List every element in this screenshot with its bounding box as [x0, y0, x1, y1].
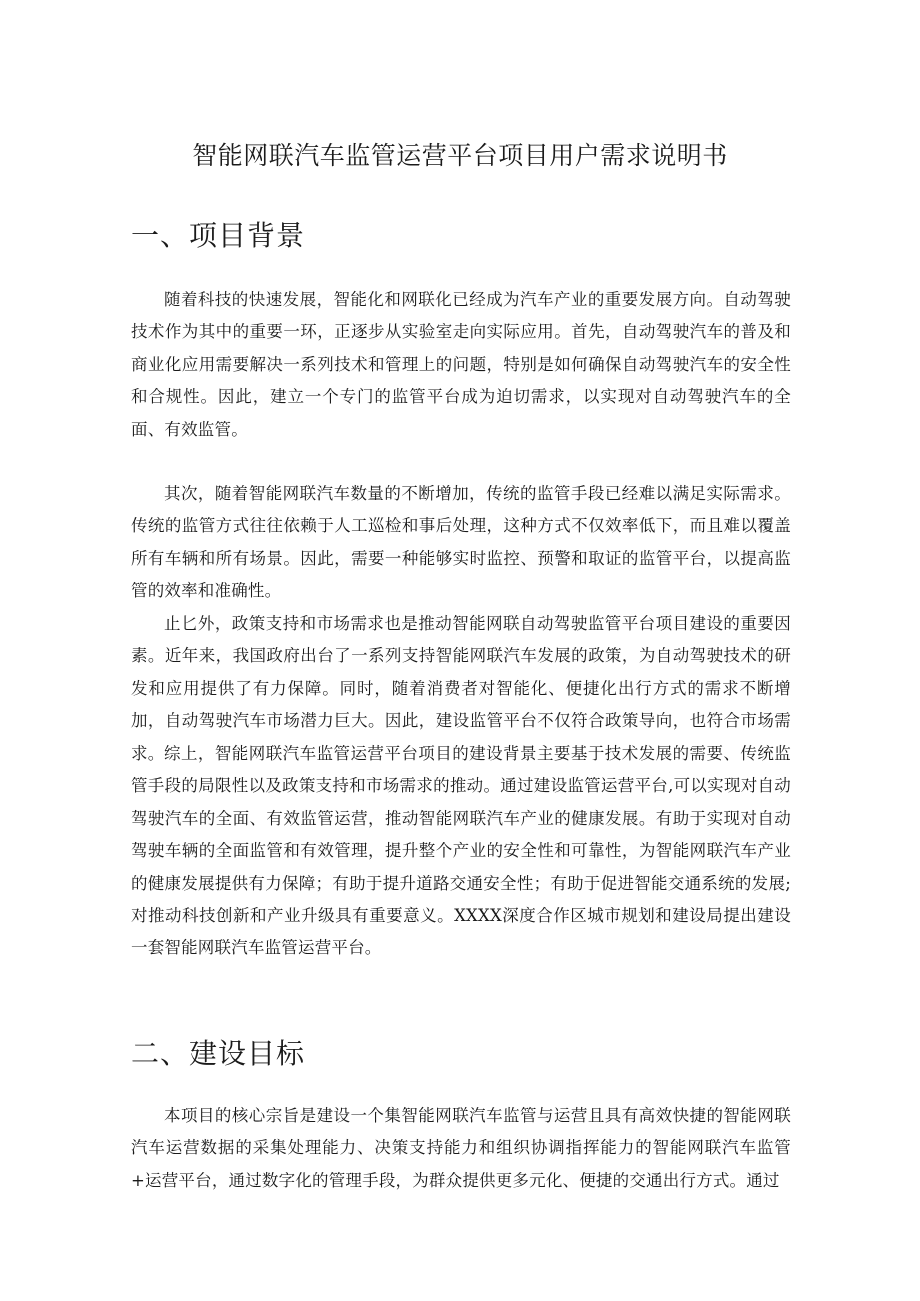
paragraph-background-1: 随着科技的快速发展，智能化和网联化已经成为汽车产业的重要发展方向。自动驾驶技术作为其中的重要一环，正逐步从实验室走向实际应用。首先，自动驾驶汽车的普及和商业化应用需要解决一系列技术和管理上的问题，特别是如何确保自动驾驶汽车的安全性和合规性。因此，建立一个专门的监管平台成为迫切需求，以实现对自动驾驶汽车的全面、有效监管。: [131, 290, 791, 439]
document-title: 智能网联汽车监管运营平台项目用户需求说明书: [192, 141, 728, 170]
paragraph-background-2: 其次，随着智能网联汽车数量的不断增加，传统的监管手段已经难以满足实际需求。传统的监管方式往往依赖于人工巡检和事后处理，这种方式不仅效率低下，而且难以覆盖所有车辆和所有场景。因此，需要一种能够实时监控、预警和取证的监管平台，以提高监管的效率和准确性。: [131, 484, 791, 601]
section-heading-goals: 二、建设目标: [131, 1037, 306, 1070]
section-heading-background: 一、项目背景: [131, 219, 306, 252]
paragraph-background-3: 止匕外，政策支持和市场需求也是推动智能网联自动驾驶监管平台项目建设的重要因素。近年来，我国政府出台了一系列支持智能网联汽车发展的政策，为自动驾驶技术的研发和应用提供了有力保障。同时，随着消费者对智能化、便捷化出行方式的需求不断增加，自动驾驶汽车市场潜力巨大。因此，建设监管平台不仅符合政策导向，也符合市场需求。: [131, 614, 791, 763]
paragraph-background-4: 综上，智能网联汽车监管运营平台项目的建设背景主要基于技术发展的需要、传统监管手段的局限性以及政策支持和市场需求的推动。通过建设监管运营平台,可以实现对自动驾驶汽车的全面、有效监管运营，推动智能网联汽车产业的健康发展。有助于实现对自动驾驶车辆的全面监管和有效管理，提升整个产业的安全性和可靠性，为智能网联汽车产业的健康发展提供有力保障；有助于提升道路交通安全性；有助于促进智能交通系统的发展;对推动科技创新和产业升级具有重要意义。XXXX深度合作区城市规划和建设局提出建设一套智能网联汽车监管运营平台。: [131, 744, 791, 958]
paragraph-goals-1: 本项目的核心宗旨是建设一个集智能网联汽车监管与运营且具有高效快捷的智能网联汽车运营数据的采集处理能力、决策支持能力和组织协调指挥能力的智能网联汽车监管+运营平台，通过数字化的管理手段，为群众提供更多元化、便捷的交通出行方式。通过: [131, 1106, 791, 1190]
